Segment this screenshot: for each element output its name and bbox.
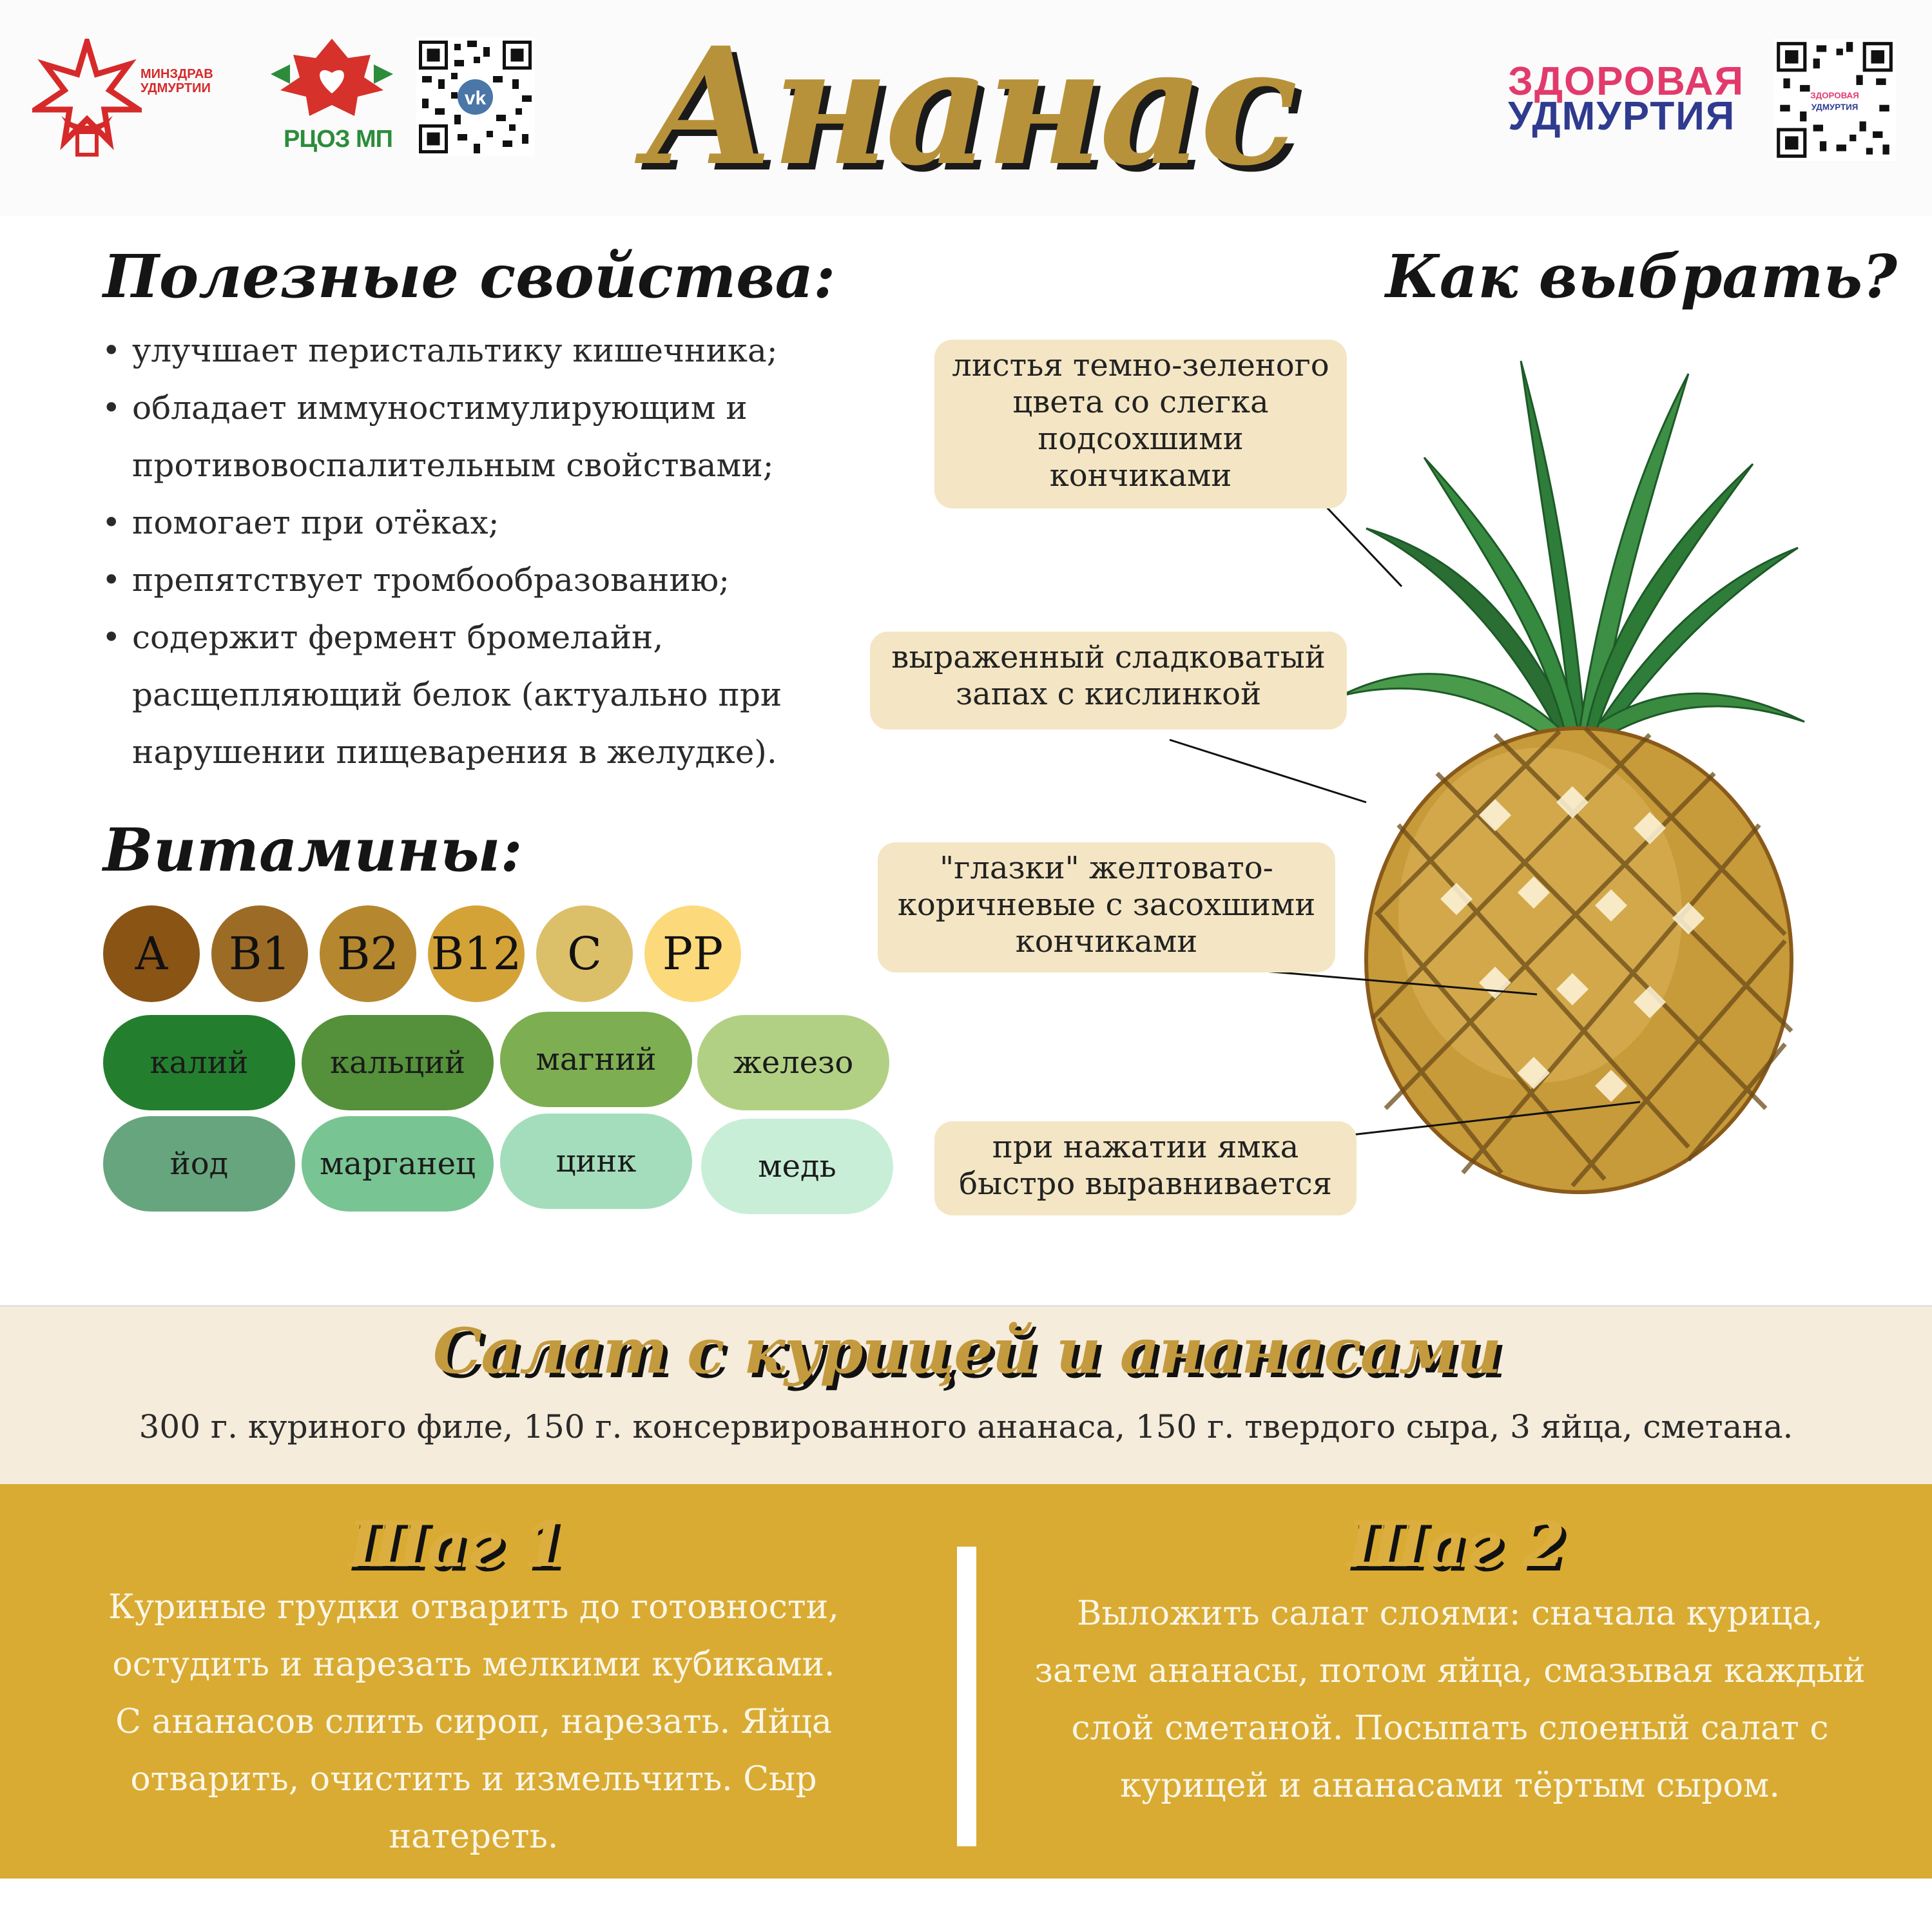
vitamins-heading: Витамины:	[103, 815, 523, 885]
callout-eyes: "глазки" желтовато-коричневые с засохшими кончиками	[878, 842, 1335, 972]
recipe-ingredients: 300 г. куриного филе, 150 г. консервированного ананаса, 150 г. твердого сыра, 3 яйца, сметана.	[139, 1408, 1793, 1445]
vitamin-circle-pp: PP	[644, 905, 741, 1002]
qr-logo-line1: ЗДОРОВАЯ	[1810, 90, 1859, 101]
vitamin-circle-b2: B2	[320, 905, 416, 1002]
step-2-text: Выложить салат слоями: сначала курица, затем ананасы, потом яйца, смазывая каждый слой сметаной. Посыпать слоеный салат с курицей и ананасами тёртым сыром.	[1034, 1594, 1866, 1805]
qr-logo-line2: УДМУРТИЯ	[1811, 102, 1859, 112]
rcz-logo-text: РЦОЗ МП	[284, 126, 392, 153]
mineral-pill-manganese: марганец	[302, 1116, 494, 1212]
recipe-title: Салат с курицей и ананасами	[432, 1315, 1501, 1387]
benefit-item: • содержит фермент бромелайн, расщепляющий белок (актуально при нарушении пищеварения в желудке).	[97, 609, 925, 781]
vitamin-circle-a: A	[103, 905, 200, 1002]
page-title: Ананас	[644, 12, 1295, 201]
benefit-item: • обладает иммуностимулирующим и противовоспалительным свойствами;	[97, 380, 854, 494]
callout-press: при нажатии ямка быстро выравнивается	[934, 1121, 1357, 1215]
minzdrav-line2: УДМУРТИИ	[140, 81, 211, 95]
step-1-title: Шаг 1	[348, 1508, 567, 1581]
mineral-pill-iodine: йод	[103, 1116, 295, 1212]
minzdrav-line1: МИНЗДРАВ	[140, 67, 213, 81]
zdorovaya-logo-line2: УДМУРТИЯ	[1508, 94, 1736, 139]
callout-leaves: листья темно-зеленого цвета со слегка подсохшими кончиками	[934, 340, 1347, 508]
step-1-text: Куриные грудки отварить до готовности, остудить и нарезать мелкими кубиками. С ананасов слить сироп, нарезать. Яйца отварить, очистить и измельчить. Сыр натереть.	[108, 1588, 839, 1856]
vitamin-circle-b1: B1	[211, 905, 308, 1002]
choose-heading: Как выбрать?	[1386, 242, 1897, 311]
callout-smell: выраженный сладковатый запах с кислинкой	[870, 632, 1347, 729]
mineral-pill-calcium: кальций	[302, 1015, 494, 1110]
vitamin-circle-c: C	[536, 905, 633, 1002]
steps-divider	[957, 1547, 976, 1846]
mineral-pill-magnesium: магний	[500, 1012, 692, 1107]
mineral-pill-potassium: калий	[103, 1015, 295, 1110]
benefits-heading: Полезные свойства:	[103, 242, 836, 311]
vitamin-circle-b12: B12	[428, 905, 525, 1002]
benefit-item: • препятствует тромбообразованию;	[97, 552, 909, 609]
mineral-pill-copper: медь	[701, 1119, 893, 1214]
benefit-item: • улучшает перистальтику кишечника;	[97, 322, 909, 380]
step-2-title: Шаг 2	[1347, 1508, 1566, 1581]
mineral-pill-iron: железо	[697, 1015, 889, 1110]
zdorovaya-logo-line1: ЗДОРОВАЯ	[1508, 59, 1745, 104]
svg-text:vk: vk	[464, 88, 487, 109]
mineral-pill-zinc: цинк	[500, 1114, 692, 1209]
benefit-item: • помогает при отёках;	[97, 494, 909, 552]
